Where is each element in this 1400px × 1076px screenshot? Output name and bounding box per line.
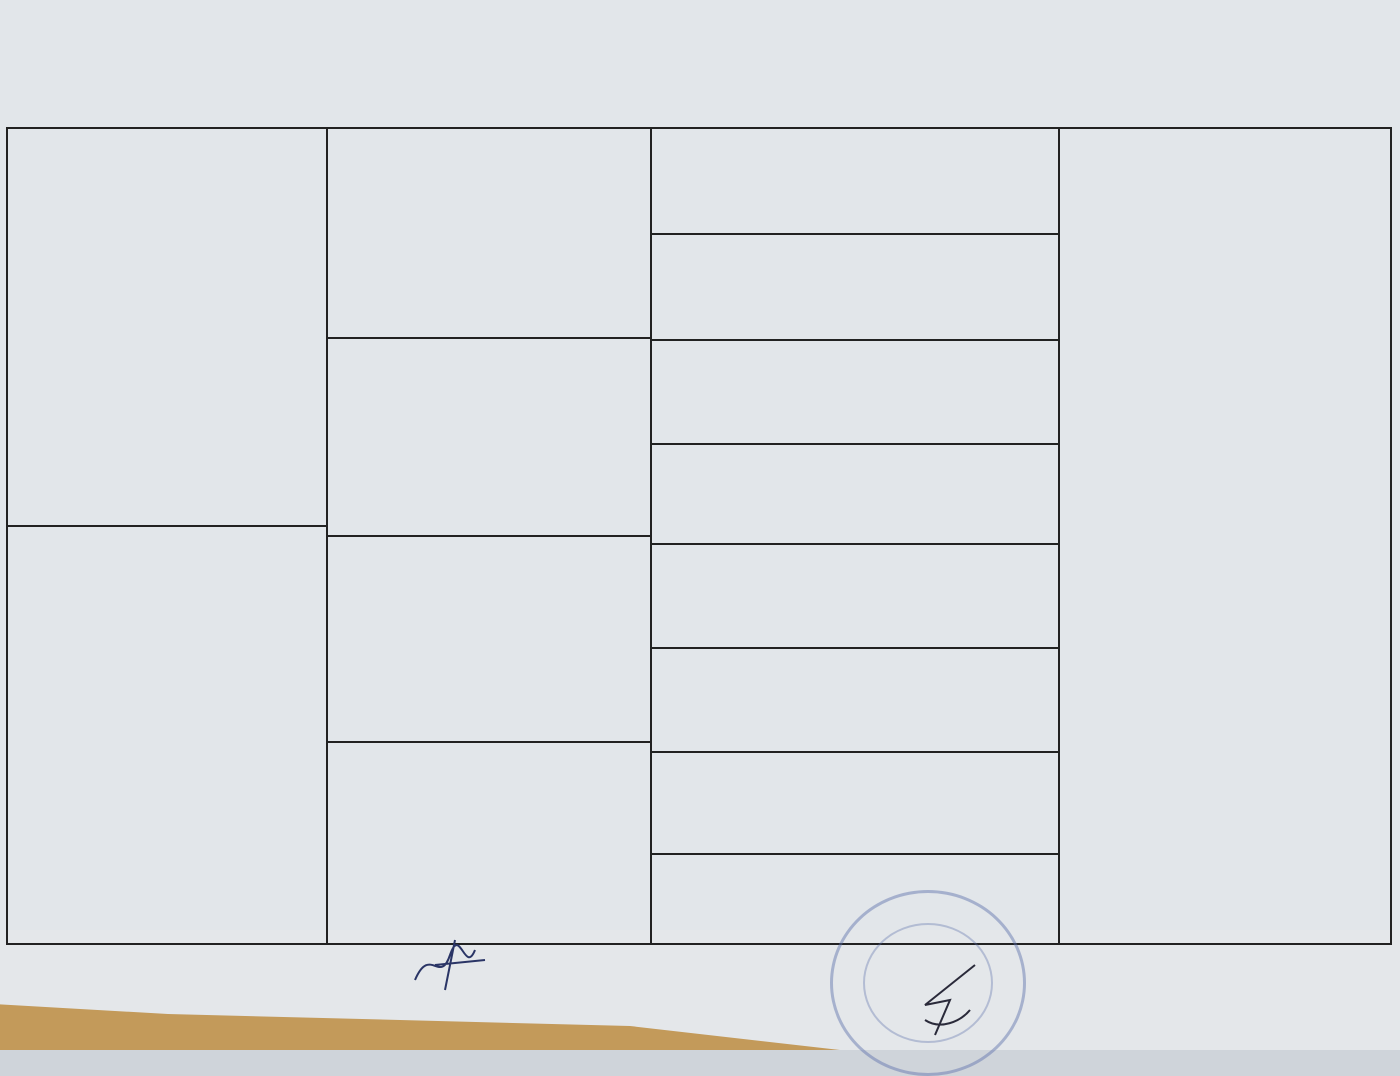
- great-grandparent-cell: [652, 545, 1060, 649]
- great-grandparent-cell: [652, 235, 1060, 341]
- responsible-signature: [405, 935, 505, 995]
- cynologist-signature: [905, 960, 985, 1040]
- father-cell: [8, 129, 328, 527]
- grandparent-cell: [328, 743, 652, 943]
- grandparent-cell: [328, 129, 652, 339]
- mother-cell: [8, 527, 328, 943]
- pedigree-table: [6, 127, 1392, 945]
- great-grandparent-cell: [652, 341, 1060, 445]
- document-header: [6, 80, 1386, 120]
- great-grandparent-cell: [652, 129, 1060, 235]
- grandparent-cell: [328, 339, 652, 537]
- grandparent-cell: [328, 537, 652, 743]
- great-grandparent-cell: [652, 445, 1060, 545]
- great-grandparent-cell: [652, 753, 1060, 855]
- great-grandparent-cell: [652, 649, 1060, 753]
